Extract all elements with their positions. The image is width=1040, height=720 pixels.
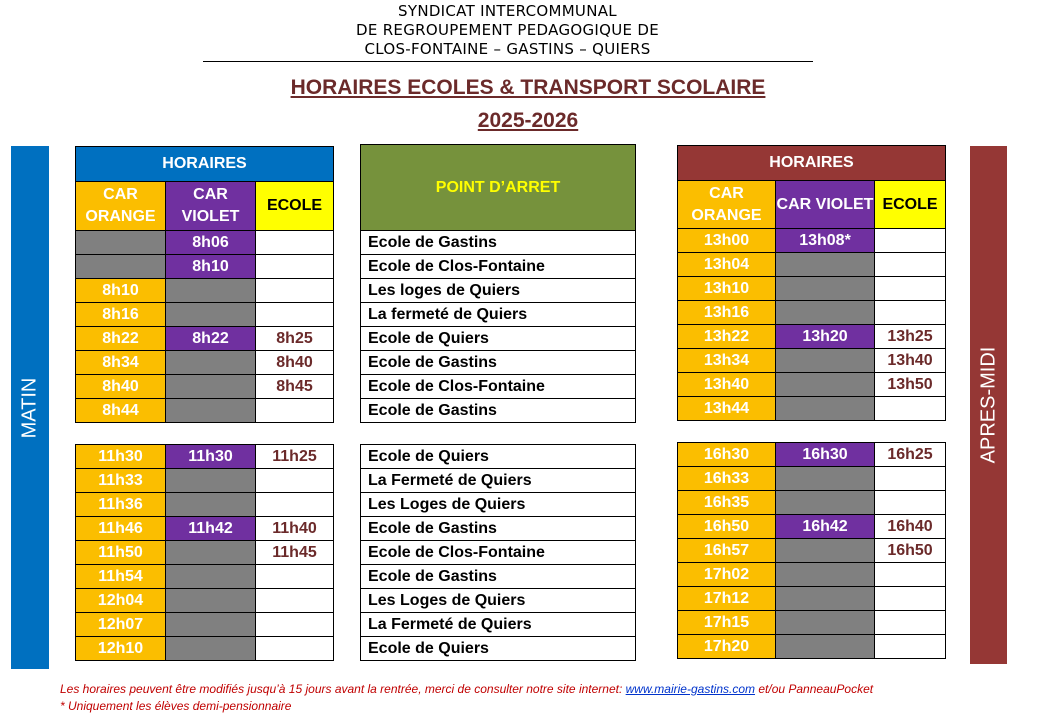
stop-row (361, 517, 636, 541)
violet-time-cell (166, 279, 256, 303)
orange-time-cell: 12h04 (76, 589, 166, 613)
stop-name: Ecole de Gastins (361, 517, 636, 541)
violet-time-cell (776, 373, 875, 397)
schedule-row (76, 493, 334, 517)
stop-row (361, 469, 636, 493)
ecole-time-cell: 16h40 (875, 515, 946, 539)
ecole-time-cell (256, 493, 334, 517)
schedule-row (76, 517, 334, 541)
violet-time-cell (776, 349, 875, 373)
ecole-time-cell: 13h25 (875, 325, 946, 349)
schedule-row (678, 491, 946, 515)
car-violet-header: CAR VIOLET (166, 182, 256, 231)
violet-time-cell (166, 541, 256, 565)
ecole-time-cell (875, 563, 946, 587)
violet-time-cell: 11h42 (166, 517, 256, 541)
orange-time-cell: 16h50 (678, 515, 776, 539)
schedule-row (76, 565, 334, 589)
stop-name: La Fermeté de Quiers (361, 613, 636, 637)
violet-time-cell (166, 493, 256, 517)
orange-time-cell: 8h16 (76, 303, 166, 327)
ecole-time-cell (256, 255, 334, 279)
schedule-row (678, 443, 946, 467)
violet-time-cell (776, 301, 875, 325)
car-orange-header: CAR ORANGE (76, 182, 166, 231)
violet-time-cell (166, 589, 256, 613)
violet-time-cell: 8h10 (166, 255, 256, 279)
stop-row (361, 589, 636, 613)
stop-name: Ecole de Gastins (361, 399, 636, 423)
ecole-time-cell (256, 589, 334, 613)
ecole-time-cell (256, 399, 334, 423)
schedule-row (76, 351, 334, 375)
horaires-header-pm: HORAIRES (678, 146, 946, 181)
org-name-line1: SYNDICAT INTERCOMMUNAL (398, 2, 617, 20)
orange-time-cell: 11h50 (76, 541, 166, 565)
stop-row (361, 399, 636, 423)
ecole-time-cell (875, 491, 946, 515)
violet-time-cell (776, 539, 875, 563)
schedule-row (678, 635, 946, 659)
violet-time-cell (166, 613, 256, 637)
footer-note (60, 682, 873, 696)
violet-time-cell (166, 637, 256, 661)
apres-midi-label: APRES-MIDI (977, 346, 999, 464)
ecole-time-cell (875, 253, 946, 277)
stop-name: Ecole de Clos-Fontaine (361, 541, 636, 565)
ecole-time-cell (875, 301, 946, 325)
stop-name: Ecole de Quiers (361, 445, 636, 469)
schedule-row (76, 445, 334, 469)
orange-time-cell: 8h40 (76, 375, 166, 399)
ecole-time-cell (875, 587, 946, 611)
violet-time-cell (776, 587, 875, 611)
stop-name: Les loges de Quiers (361, 279, 636, 303)
orange-time-cell: 8h22 (76, 327, 166, 351)
stop-row (361, 375, 636, 399)
violet-time-cell: 13h20 (776, 325, 875, 349)
stop-row (361, 613, 636, 637)
schedule-row (76, 255, 334, 279)
matin-band (11, 146, 49, 669)
schedule-row (678, 515, 946, 539)
schedule-row (76, 541, 334, 565)
orange-time-cell: 16h35 (678, 491, 776, 515)
schedule-row (76, 303, 334, 327)
ecole-time-cell (875, 229, 946, 253)
schedule-row (678, 397, 946, 421)
stop-name: Ecole de Quiers (361, 637, 636, 661)
orange-time-cell: 13h04 (678, 253, 776, 277)
ecole-time-cell: 11h25 (256, 445, 334, 469)
stop-row (361, 541, 636, 565)
ecole-time-cell: 16h25 (875, 443, 946, 467)
ecole-time-cell (875, 397, 946, 421)
horaires-header: HORAIRES (76, 147, 334, 182)
ecole-time-cell: 8h40 (256, 351, 334, 375)
stop-name: Ecole de Gastins (361, 565, 636, 589)
violet-time-cell (166, 469, 256, 493)
schedule-row (76, 327, 334, 351)
ecole-time-cell: 13h40 (875, 349, 946, 373)
stop-row (361, 255, 636, 279)
orange-time-cell: 13h22 (678, 325, 776, 349)
orange-time-cell: 11h46 (76, 517, 166, 541)
violet-time-cell (776, 611, 875, 635)
matin-label: MATIN (18, 377, 41, 438)
ecole-time-cell: 8h45 (256, 375, 334, 399)
violet-time-cell (776, 253, 875, 277)
stop-row (361, 327, 636, 351)
stop-row (361, 637, 636, 661)
violet-time-cell: 13h08* (776, 229, 875, 253)
stop-name: La Fermeté de Quiers (361, 469, 636, 493)
violet-time-cell: 16h42 (776, 515, 875, 539)
orange-time-cell: 11h54 (76, 565, 166, 589)
orange-time-cell: 11h30 (76, 445, 166, 469)
asterisk-note: * Uniquement les élèves demi-pensionnaire (60, 699, 292, 713)
orange-time-cell: 13h10 (678, 277, 776, 301)
ecole-time-cell (256, 565, 334, 589)
stop-name: Les Loges de Quiers (361, 493, 636, 517)
ecole-time-cell: 11h40 (256, 517, 334, 541)
violet-time-cell (166, 565, 256, 589)
violet-time-cell: 8h06 (166, 231, 256, 255)
ecole-header-pm: ECOLE (875, 181, 946, 229)
orange-time-cell: 8h10 (76, 279, 166, 303)
stop-row (361, 279, 636, 303)
schedule-row (76, 469, 334, 493)
apres-midi-band (970, 146, 1007, 664)
orange-time-cell (76, 255, 166, 279)
morning-schedule-table (75, 146, 334, 661)
ecole-time-cell: 16h50 (875, 539, 946, 563)
ecole-time-cell: 8h25 (256, 327, 334, 351)
stop-row (361, 445, 636, 469)
schedule-row (678, 373, 946, 397)
orange-time-cell: 13h16 (678, 301, 776, 325)
schedule-row (76, 589, 334, 613)
orange-time-cell: 13h34 (678, 349, 776, 373)
violet-time-cell (166, 375, 256, 399)
ecole-time-cell (256, 303, 334, 327)
car-violet-header-pm: CAR VIOLET (776, 181, 875, 229)
schedule-row (678, 587, 946, 611)
stop-row (361, 565, 636, 589)
schedule-row (76, 375, 334, 399)
stop-row (361, 303, 636, 327)
violet-time-cell: 8h22 (166, 327, 256, 351)
orange-time-cell: 16h57 (678, 539, 776, 563)
page-title: HORAIRES ECOLES & TRANSPORT SCOLAIRE (290, 76, 766, 99)
orange-time-cell: 12h10 (76, 637, 166, 661)
org-name-line3: CLOS-FONTAINE – GASTINS – QUIERS (364, 40, 651, 58)
schedule-row (678, 229, 946, 253)
schedule-row (678, 539, 946, 563)
violet-time-cell (776, 635, 875, 659)
schedule-row (678, 611, 946, 635)
orange-time-cell: 13h40 (678, 373, 776, 397)
stop-row (361, 351, 636, 375)
ecole-time-cell (256, 613, 334, 637)
ecole-time-cell (875, 611, 946, 635)
ecole-time-cell (256, 469, 334, 493)
orange-time-cell: 17h20 (678, 635, 776, 659)
afternoon-schedule-table (677, 145, 946, 659)
schedule-row (76, 231, 334, 255)
schedule-row (678, 253, 946, 277)
schedule-row (678, 325, 946, 349)
schedule-row (678, 563, 946, 587)
schedule-row (678, 467, 946, 491)
violet-time-cell (776, 467, 875, 491)
schedule-row (76, 399, 334, 423)
block-spacer (361, 423, 636, 445)
violet-time-cell (776, 491, 875, 515)
ecole-time-cell: 11h45 (256, 541, 334, 565)
ecole-time-cell: 13h50 (875, 373, 946, 397)
header-divider (203, 61, 813, 62)
orange-time-cell: 11h33 (76, 469, 166, 493)
ecole-header: ECOLE (256, 182, 334, 231)
orange-time-cell: 13h00 (678, 229, 776, 253)
orange-time-cell: 16h30 (678, 443, 776, 467)
stop-name: La fermeté de Quiers (361, 303, 636, 327)
stop-name: Les Loges de Quiers (361, 589, 636, 613)
violet-time-cell (776, 277, 875, 301)
school-year: 2025-2026 (477, 109, 579, 132)
orange-time-cell: 8h44 (76, 399, 166, 423)
violet-time-cell (166, 399, 256, 423)
block-spacer (678, 421, 946, 443)
violet-time-cell (166, 303, 256, 327)
website-link[interactable]: www.mairie-gastins.com (625, 682, 756, 696)
orange-time-cell: 8h34 (76, 351, 166, 375)
stops-table (360, 144, 636, 661)
orange-time-cell: 17h12 (678, 587, 776, 611)
schedule-row (76, 637, 334, 661)
orange-time-cell: 12h07 (76, 613, 166, 637)
stop-row (361, 231, 636, 255)
footer-note-text: Les horaires peuvent être modifiés jusqu’à 15 jours avant la rentrée, merci de consulter notre site internet: (60, 682, 626, 696)
orange-time-cell: 17h02 (678, 563, 776, 587)
org-name-line2: DE REGROUPEMENT PEDAGOGIQUE DE (356, 21, 659, 39)
stop-row (361, 493, 636, 517)
ecole-time-cell (875, 467, 946, 491)
block-spacer (76, 423, 334, 445)
ecole-time-cell (875, 635, 946, 659)
orange-time-cell: 11h36 (76, 493, 166, 517)
violet-time-cell (166, 351, 256, 375)
violet-time-cell (776, 397, 875, 421)
ecole-time-cell (256, 279, 334, 303)
schedule-row (678, 277, 946, 301)
stop-name: Ecole de Gastins (361, 231, 636, 255)
orange-time-cell (76, 231, 166, 255)
schedule-row (76, 279, 334, 303)
schedule-row (76, 613, 334, 637)
violet-time-cell (776, 563, 875, 587)
stop-name: Ecole de Quiers (361, 327, 636, 351)
ecole-time-cell (256, 637, 334, 661)
violet-time-cell: 16h30 (776, 443, 875, 467)
schedule-row (678, 301, 946, 325)
point-arret-header: POINT D’ARRET (361, 145, 636, 231)
stop-name: Ecole de Clos-Fontaine (361, 375, 636, 399)
stop-name: Ecole de Gastins (361, 351, 636, 375)
orange-time-cell: 17h15 (678, 611, 776, 635)
ecole-time-cell (875, 277, 946, 301)
footer-note-end: et/ou PanneauPocket (755, 682, 874, 696)
car-orange-header-pm: CAR ORANGE (678, 181, 776, 229)
violet-time-cell: 11h30 (166, 445, 256, 469)
stop-name: Ecole de Clos-Fontaine (361, 255, 636, 279)
orange-time-cell: 13h44 (678, 397, 776, 421)
orange-time-cell: 16h33 (678, 467, 776, 491)
schedule-row (678, 349, 946, 373)
ecole-time-cell (256, 231, 334, 255)
